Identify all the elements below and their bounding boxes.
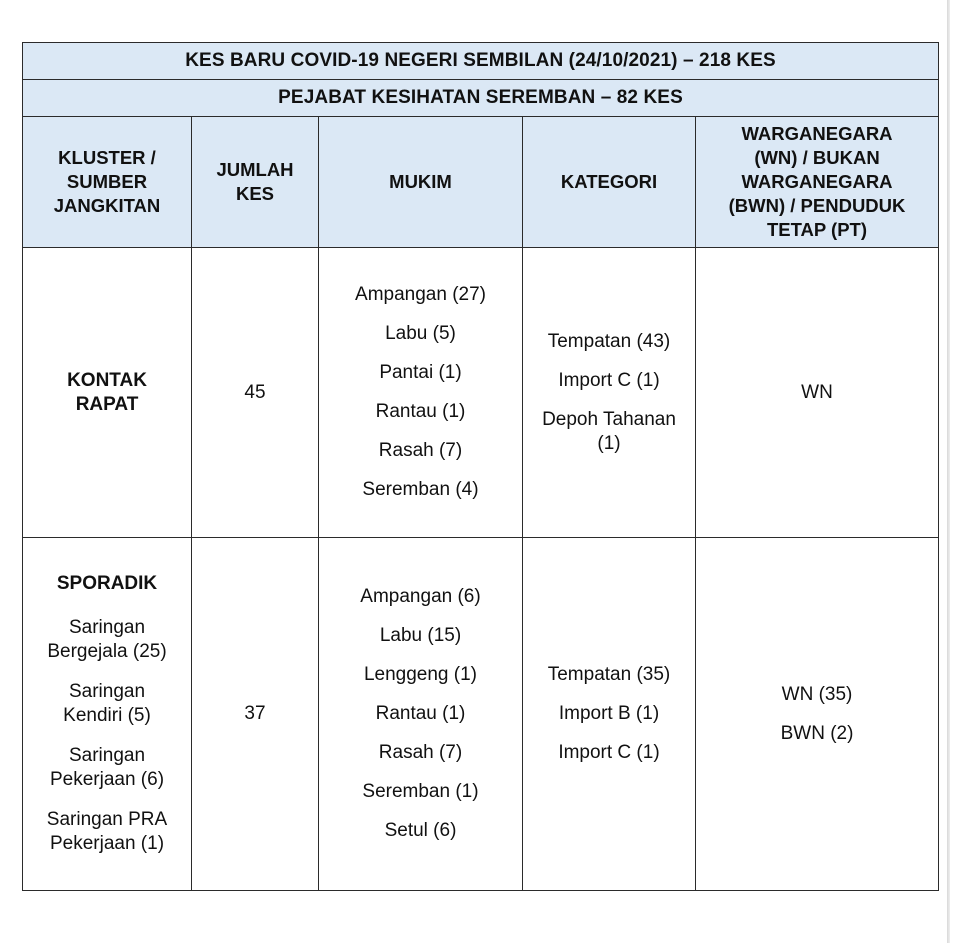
mukim-item: Pantai (1)	[379, 362, 462, 383]
kategori-cell	[523, 538, 696, 891]
mukim-item: Seremban (4)	[362, 479, 479, 500]
total-cell: 45	[192, 248, 319, 538]
cluster-cell	[23, 538, 192, 891]
cluster-item: Saringan Bergejala (25)	[47, 617, 167, 662]
mukim-item: Rantau (1)	[375, 703, 466, 724]
mukim-item: Rantau (1)	[375, 401, 466, 422]
citizenship-item: BWN (2)	[780, 722, 854, 744]
kategori-item: Tempatan (43)	[547, 330, 671, 352]
header-kategori: KATEGORI	[523, 117, 696, 248]
table-row	[23, 248, 939, 538]
mukim-item: Labu (15)	[379, 625, 462, 646]
citizenship-cell	[696, 248, 939, 538]
header-row	[23, 117, 939, 248]
header-mukim: MUKIM	[319, 117, 523, 248]
mukim-item: Ampangan (27)	[355, 284, 486, 305]
header-citizenship: WARGANEGARA (WN) / BUKAN WARGANEGARA (BWN) / PENDUDUK TETAP (PT)	[696, 117, 939, 248]
cluster-item: Saringan Pekerjaan (6)	[49, 745, 165, 790]
mukim-item: Rasah (7)	[378, 742, 463, 763]
cluster-title: SPORADIK	[56, 573, 158, 594]
cluster-title: KONTAK RAPAT	[67, 369, 147, 415]
kategori-item: Tempatan (35)	[547, 664, 671, 685]
cluster-cell	[23, 248, 192, 538]
report-subtitle: PEJABAT KESIHATAN SEREMBAN – 82 KES	[23, 80, 939, 117]
mukim-item: Seremban (1)	[362, 781, 479, 802]
kategori-cell	[523, 248, 696, 538]
title-row	[23, 43, 939, 80]
header-cluster: KLUSTER / SUMBER JANGKITAN	[23, 117, 192, 248]
cluster-item: Saringan Kendiri (5)	[63, 681, 151, 726]
mukim-item: Labu (5)	[385, 323, 456, 344]
mukim-item: Ampangan (6)	[360, 586, 481, 607]
covid-case-table	[22, 42, 939, 891]
mukim-item: Rasah (7)	[378, 440, 463, 461]
mukim-cell	[319, 538, 523, 891]
mukim-item: Lenggeng (1)	[363, 664, 478, 685]
kategori-item: Import C (1)	[558, 742, 660, 763]
kategori-item: Depoh Tahanan (1)	[542, 408, 676, 454]
citizenship-cell	[696, 538, 939, 891]
kategori-item: Import B (1)	[558, 703, 660, 724]
table-row	[23, 538, 939, 891]
citizenship-item: WN (35)	[781, 683, 853, 705]
case-report-sheet	[22, 42, 938, 891]
citizenship-item: WN	[801, 381, 833, 403]
header-total: JUMLAH KES	[192, 117, 319, 248]
cluster-item: Saringan PRA Pekerjaan (1)	[46, 809, 168, 854]
kategori-item: Import C (1)	[558, 369, 660, 391]
mukim-item: Setul (6)	[384, 820, 457, 841]
page-edge-shadow	[947, 0, 950, 943]
report-title: KES BARU COVID-19 NEGERI SEMBILAN (24/10/2021) – 218 KES	[23, 43, 939, 80]
mukim-cell	[319, 248, 523, 538]
total-cell: 37	[192, 538, 319, 891]
subtitle-row	[23, 80, 939, 117]
